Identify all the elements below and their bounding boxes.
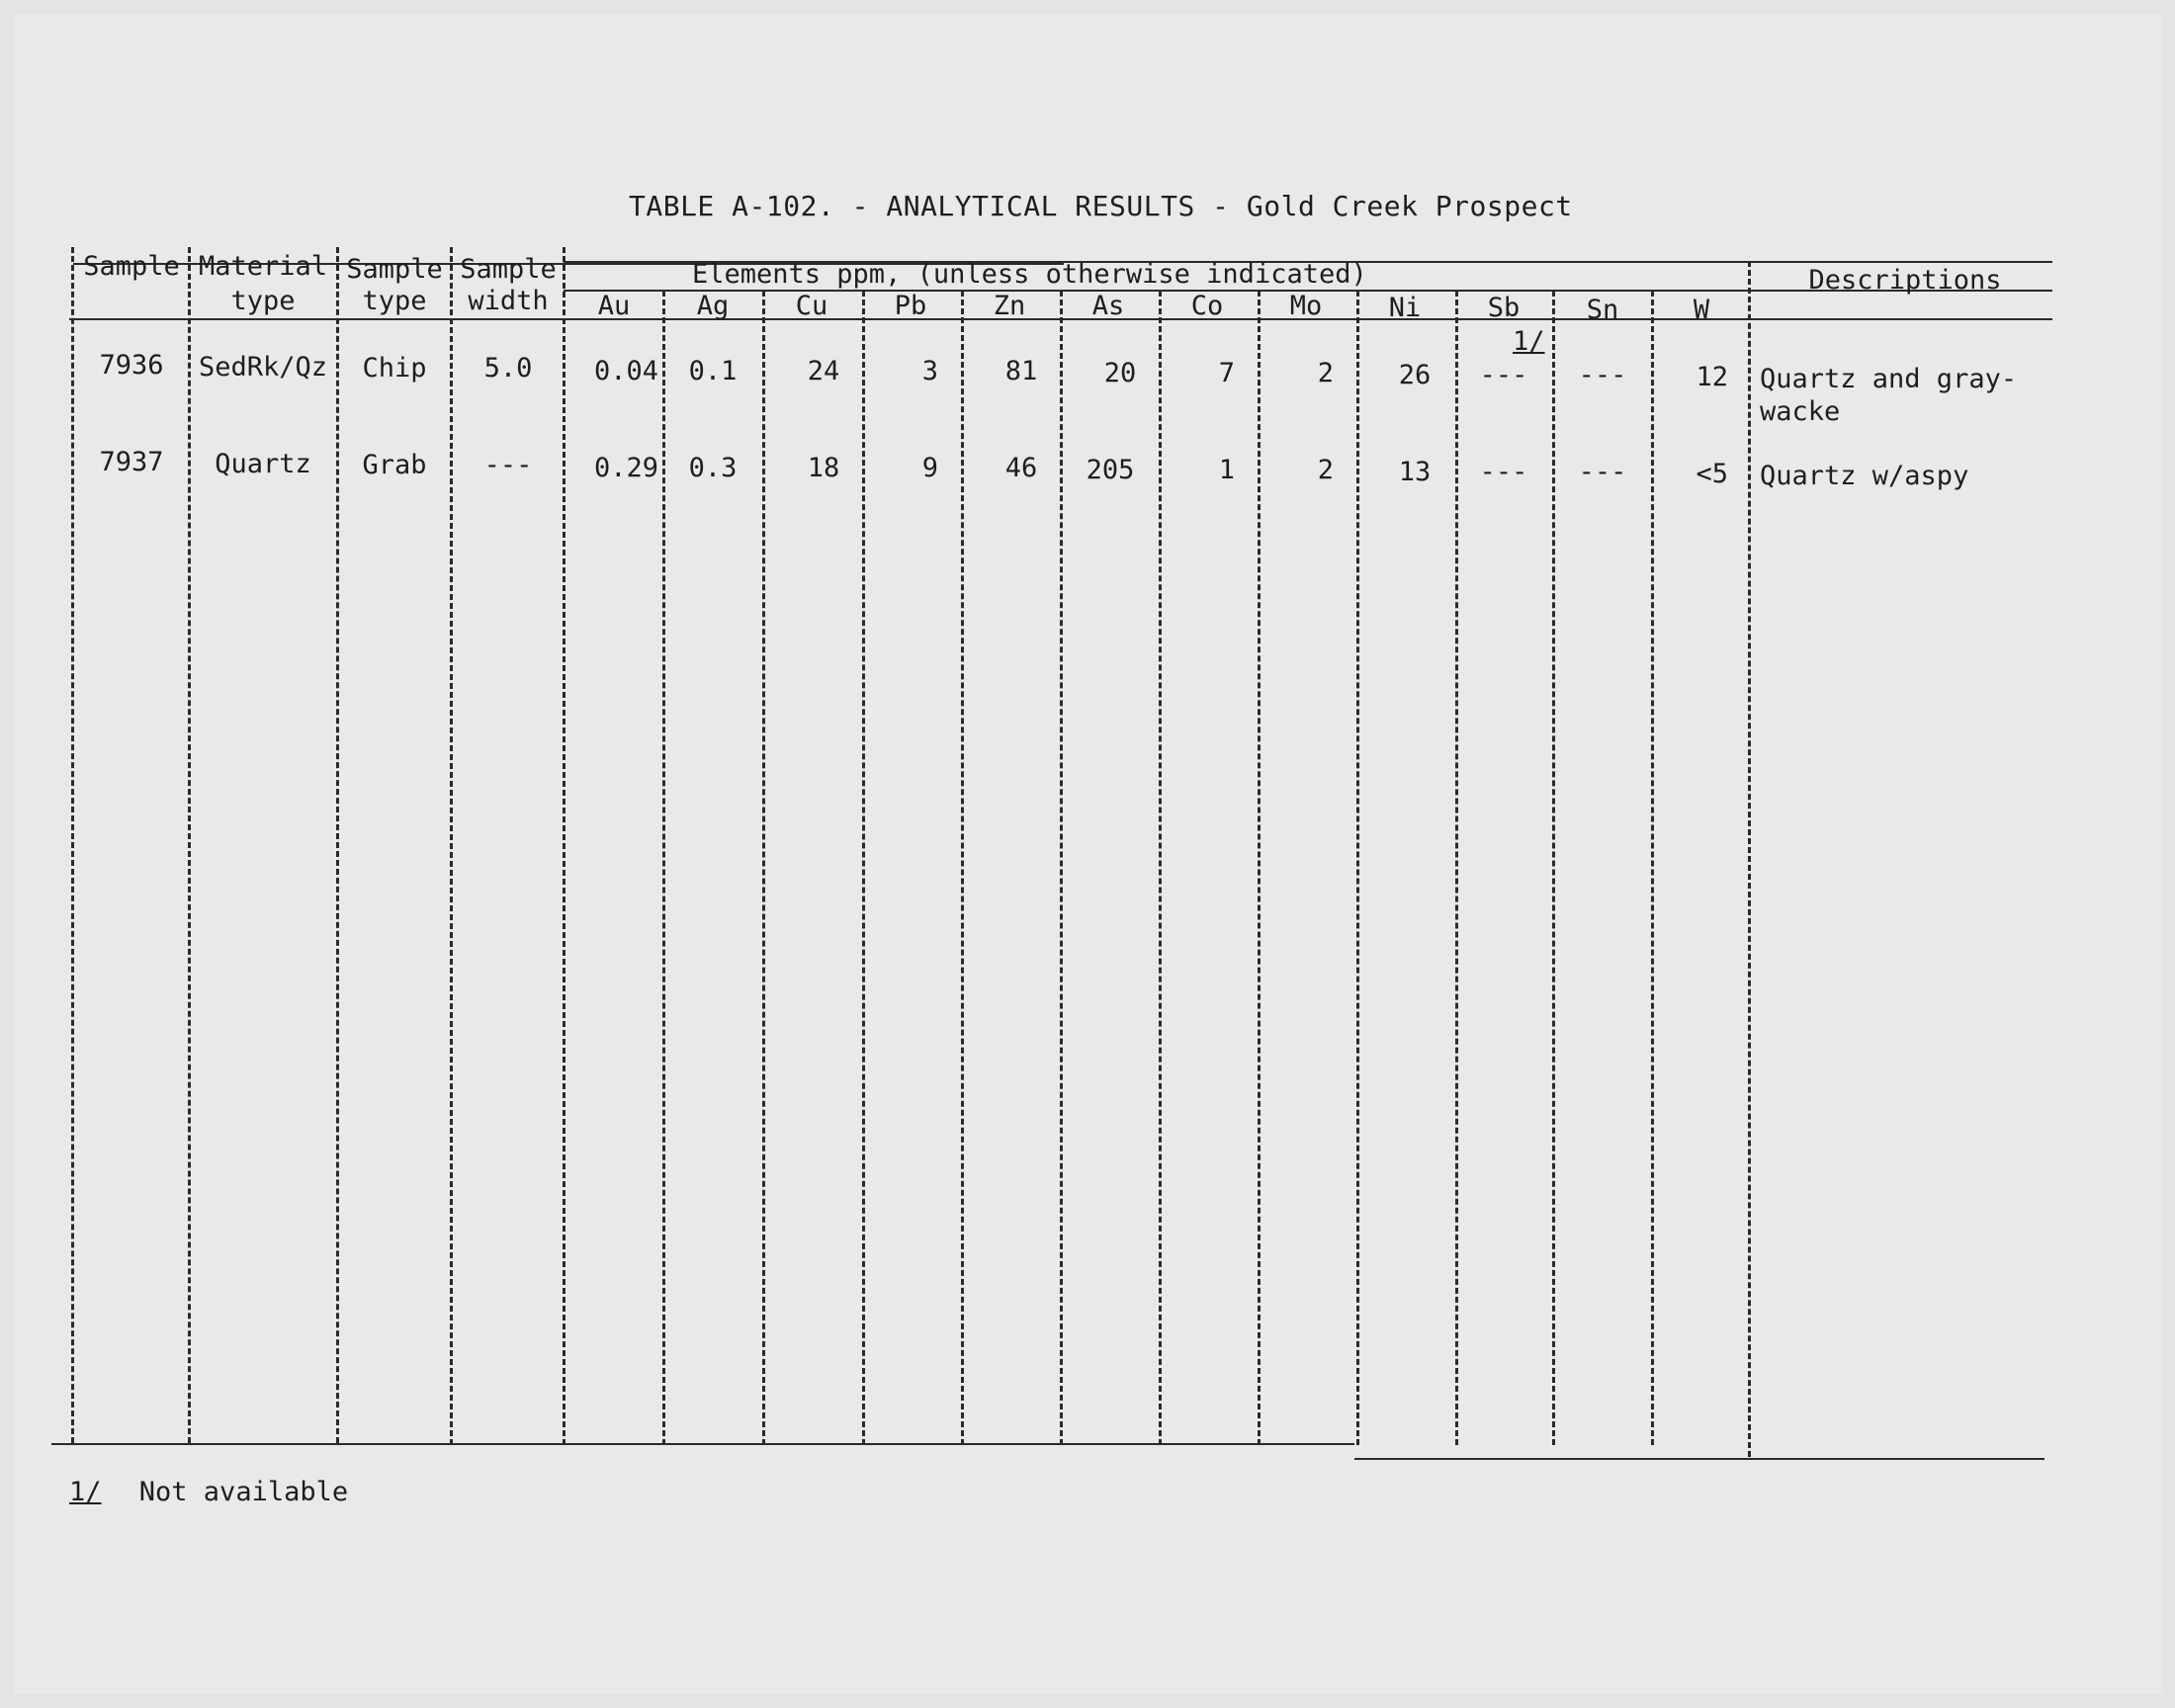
col-divider <box>762 291 765 1445</box>
header-co: Co <box>1190 291 1224 321</box>
col-divider <box>961 291 964 1445</box>
cell-description-line2: wacke <box>1760 396 1841 427</box>
col-divider <box>336 247 339 1443</box>
cell-type: Grab <box>362 450 427 480</box>
header-sample: Sample <box>83 251 180 282</box>
cell-width: --- <box>483 450 533 480</box>
cell-description-line1: Quartz w/aspy <box>1760 461 1969 491</box>
cell-sb: --- <box>1479 457 1528 487</box>
cell-description-line1: Quartz and gray- <box>1760 364 2018 394</box>
col-divider <box>71 247 74 1443</box>
cell-au: 0.29 <box>593 453 658 483</box>
header-au: Au <box>597 291 631 321</box>
cell-mo: 2 <box>1317 455 1334 485</box>
cell-ni: 26 <box>1398 360 1432 390</box>
table-title: TABLE A-102. - ANALYTICAL RESULTS - Gold Creek Prospect <box>629 190 1573 222</box>
cell-cu: 24 <box>807 356 840 386</box>
header-material-line1: Material <box>198 251 328 282</box>
header-sample-width-line2: width <box>468 286 549 316</box>
cell-ag: 0.3 <box>688 453 738 483</box>
col-divider <box>1356 291 1359 1445</box>
cell-sample: 7937 <box>99 447 164 477</box>
header-ag: Ag <box>696 291 730 321</box>
header-w: W <box>1693 295 1710 325</box>
cell-co: 1 <box>1218 455 1235 485</box>
footnote <box>69 1477 348 1508</box>
cell-material: SedRk/Qz <box>198 352 328 383</box>
header-elements-group: Elements ppm, (unless otherwise indicated) <box>692 259 1367 290</box>
cell-co: 7 <box>1218 358 1235 388</box>
cell-mo: 2 <box>1317 358 1334 388</box>
header-pb: Pb <box>894 291 927 321</box>
header-zn: Zn <box>993 291 1026 321</box>
cell-pb: 3 <box>921 356 938 386</box>
cell-cu: 18 <box>807 453 840 483</box>
header-as: As <box>1091 291 1125 321</box>
cell-sn: --- <box>1578 360 1627 390</box>
header-sn: Sn <box>1586 295 1619 325</box>
header-mo: Mo <box>1289 291 1323 321</box>
cell-w: 12 <box>1696 362 1728 392</box>
col-divider <box>1748 261 1751 1457</box>
cell-pb: 9 <box>921 453 938 483</box>
cell-w: <5 <box>1696 459 1728 489</box>
cell-sb: --- <box>1479 360 1528 390</box>
cell-zn: 46 <box>1004 453 1038 483</box>
sb-footnote-ref: 1/ <box>1513 326 1545 357</box>
cell-zn: 81 <box>1004 356 1038 386</box>
col-divider <box>450 247 453 1445</box>
header-cu: Cu <box>795 291 828 321</box>
cell-ni: 13 <box>1398 457 1432 487</box>
header-sample-type-line1: Sample <box>346 254 443 285</box>
col-divider <box>188 247 191 1443</box>
cell-au: 0.04 <box>593 356 658 386</box>
header-ni: Ni <box>1388 293 1422 323</box>
header-sb: Sb <box>1487 293 1521 323</box>
cell-width: 5.0 <box>483 353 533 384</box>
footnote-text: Not available <box>138 1477 349 1507</box>
cell-ag: 0.1 <box>688 356 738 386</box>
footnote-mark: 1/ <box>69 1477 102 1507</box>
cell-type: Chip <box>362 353 427 384</box>
cell-sn: --- <box>1578 457 1627 487</box>
header-sample-width-line1: Sample <box>460 254 557 285</box>
table-bottom-rule-right <box>1354 1458 2044 1460</box>
cell-as: 205 <box>1086 455 1135 485</box>
header-material-line2: type <box>230 286 296 316</box>
header-sample-type-line2: type <box>362 286 427 316</box>
cell-material: Quartz <box>215 449 311 479</box>
cell-as: 20 <box>1103 358 1137 388</box>
col-divider <box>563 247 566 1445</box>
header-descriptions: Descriptions <box>1808 265 2002 296</box>
cell-sample: 7936 <box>99 350 164 381</box>
